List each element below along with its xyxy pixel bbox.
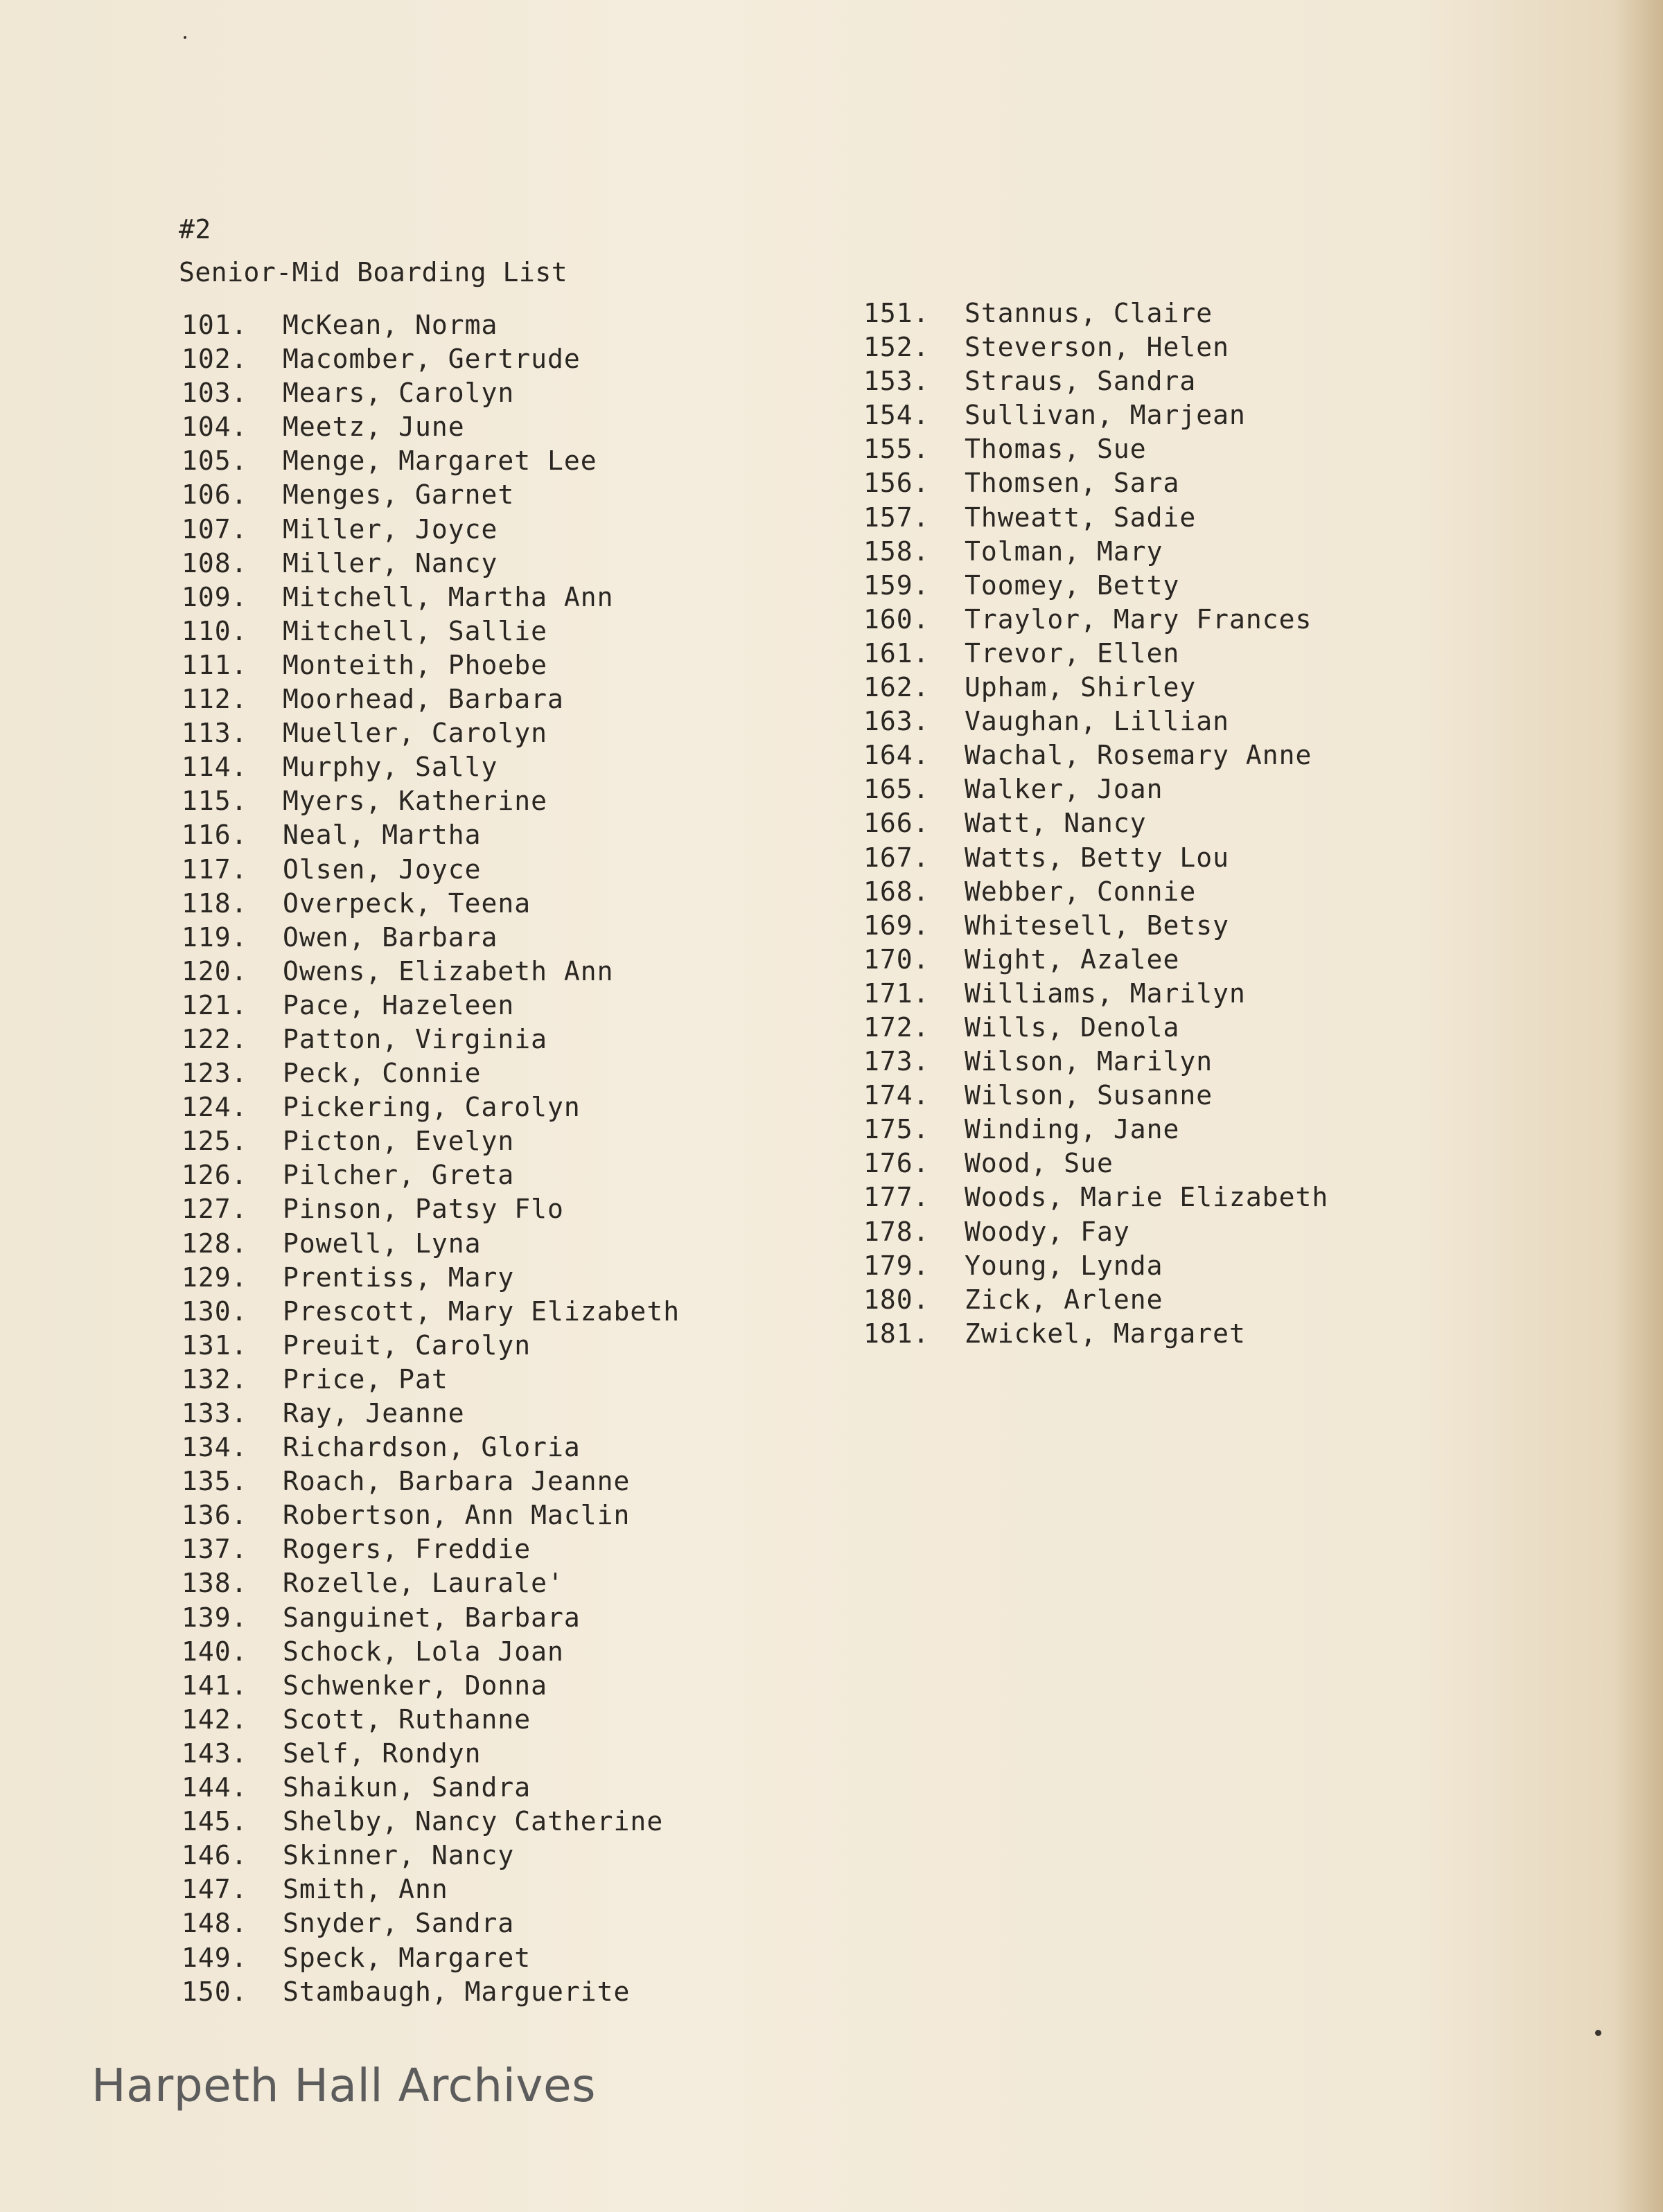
entry-number: 181. (863, 1318, 930, 1349)
list-item (863, 1249, 1328, 1283)
list-item (182, 716, 680, 750)
list-item (182, 853, 680, 887)
list-item (863, 364, 1328, 398)
entry-name: Stambaugh, Marguerite (283, 1976, 631, 2007)
entry-number: 107. (182, 513, 248, 545)
list-item (182, 308, 680, 342)
entry-number: 116. (182, 820, 248, 851)
entry-number: 120. (182, 955, 248, 986)
entry-name: Miller, Nancy (283, 547, 498, 578)
list-item (863, 738, 1328, 772)
entry-number: 159. (863, 569, 930, 601)
entry-number: 127. (182, 1194, 248, 1225)
page-marker: #2 (179, 214, 211, 245)
list-item (182, 750, 680, 784)
list-item (182, 1635, 680, 1669)
entry-name: Peck, Connie (283, 1058, 482, 1089)
entry-name: Neal, Martha (283, 820, 482, 851)
entry-name: Vaughan, Lillian (965, 706, 1230, 737)
entry-number: 104. (182, 412, 248, 443)
list-item (863, 1113, 1328, 1147)
entry-number: 150. (182, 1976, 248, 2007)
entry-number: 153. (863, 366, 930, 397)
entry-number: 144. (182, 1772, 248, 1803)
list-item (182, 1771, 680, 1805)
entry-name: Self, Rondyn (283, 1737, 482, 1769)
list-item (863, 432, 1328, 466)
entry-name: Smith, Ann (283, 1874, 448, 1905)
list-item (863, 909, 1328, 943)
entry-number: 113. (182, 718, 248, 749)
boarding-list-left-column (182, 308, 680, 2009)
entry-number: 176. (863, 1148, 930, 1179)
entry-number: 154. (863, 400, 930, 431)
list-item (863, 1011, 1328, 1045)
entry-number: 168. (863, 876, 930, 907)
list-item (863, 1317, 1328, 1351)
list-item (182, 1261, 680, 1295)
list-item (182, 1363, 680, 1397)
entry-number: 125. (182, 1126, 248, 1157)
entry-name: Moorhead, Barbara (283, 684, 564, 715)
entry-number: 131. (182, 1329, 248, 1361)
entry-number: 126. (182, 1160, 248, 1191)
boarding-list-right-column (863, 297, 1328, 1351)
entry-number: 138. (182, 1568, 248, 1599)
list-item (182, 648, 680, 682)
list-item (182, 1975, 680, 2009)
entry-number: 178. (863, 1216, 930, 1247)
entry-name: Watt, Nancy (965, 808, 1147, 839)
list-item (863, 297, 1328, 330)
entry-name: Roach, Barbara Jeanne (283, 1466, 631, 1497)
entry-name: Rogers, Freddie (283, 1534, 531, 1565)
entry-number: 145. (182, 1806, 248, 1837)
list-item (182, 1465, 680, 1498)
list-item (182, 818, 680, 852)
entry-number: 152. (863, 332, 930, 363)
list-item (182, 1498, 680, 1532)
entry-name: Olsen, Joyce (283, 853, 482, 885)
entry-name: Speck, Margaret (283, 1942, 531, 1973)
entry-name: Watts, Betty Lou (965, 842, 1230, 873)
list-item (863, 569, 1328, 603)
list-item (182, 478, 680, 512)
entry-name: Picton, Evelyn (283, 1126, 515, 1157)
list-item (182, 1295, 680, 1329)
entry-number: 101. (182, 310, 248, 340)
list-item (863, 637, 1328, 671)
entry-number: 160. (863, 603, 930, 635)
list-item (863, 943, 1328, 977)
list-item (182, 955, 680, 989)
entry-name: Sullivan, Marjean (965, 400, 1246, 431)
entry-name: Price, Pat (283, 1363, 448, 1395)
entry-number: 132. (182, 1363, 248, 1395)
entry-number: 133. (182, 1398, 248, 1428)
entry-name: Powell, Lyna (283, 1228, 482, 1259)
entry-number: 166. (863, 808, 930, 839)
list-item (182, 444, 680, 478)
list-item (182, 1906, 680, 1940)
entry-name: Myers, Katherine (283, 786, 548, 817)
entry-name: Robertson, Ann Maclin (283, 1500, 631, 1531)
entry-name: Wilson, Marilyn (965, 1046, 1213, 1077)
list-item (182, 1566, 680, 1600)
list-item (863, 466, 1328, 500)
list-item (863, 1147, 1328, 1180)
entry-name: Rozelle, Laurale' (283, 1568, 564, 1599)
entry-number: 179. (863, 1250, 930, 1281)
entry-name: Macomber, Gertrude (283, 344, 581, 375)
entry-number: 155. (863, 434, 930, 465)
entry-name: Pace, Hazeleen (283, 989, 515, 1020)
entry-name: Richardson, Gloria (283, 1432, 581, 1463)
list-item (863, 977, 1328, 1011)
list-item (182, 513, 680, 547)
entry-name: Webber, Connie (965, 876, 1197, 907)
entry-number: 169. (863, 910, 930, 941)
list-item (863, 772, 1328, 806)
list-item (182, 1090, 680, 1124)
entry-number: 161. (863, 637, 930, 669)
entry-number: 134. (182, 1432, 248, 1463)
list-item (182, 1703, 680, 1737)
list-item (182, 376, 680, 410)
list-item (182, 989, 680, 1023)
entry-name: Wills, Denola (965, 1011, 1180, 1043)
entry-name: Mitchell, Martha Ann (283, 581, 614, 612)
entry-name: Pickering, Carolyn (283, 1092, 581, 1123)
list-item (182, 1056, 680, 1090)
entry-number: 163. (863, 706, 930, 737)
entry-name: Scott, Ruthanne (283, 1704, 531, 1735)
entry-number: 123. (182, 1058, 248, 1089)
list-item (182, 581, 680, 614)
entry-name: Skinner, Nancy (283, 1840, 515, 1871)
entry-name: Mears, Carolyn (283, 378, 515, 409)
entry-number: 148. (182, 1908, 248, 1939)
document-header (179, 208, 567, 294)
entry-number: 141. (182, 1670, 248, 1701)
list-item (182, 1873, 680, 1906)
entry-name: Tolman, Mary (965, 536, 1163, 567)
entry-number: 139. (182, 1602, 248, 1633)
entry-number: 162. (863, 672, 930, 703)
list-item (182, 1431, 680, 1465)
paper-speck (184, 36, 186, 39)
entry-name: Schock, Lola Joan (283, 1636, 564, 1667)
list-item (182, 1397, 680, 1431)
list-item (863, 501, 1328, 535)
entry-number: 140. (182, 1636, 248, 1667)
entry-number: 109. (182, 581, 248, 612)
entry-number: 102. (182, 344, 248, 375)
entry-number: 149. (182, 1942, 248, 1973)
entry-name: Wight, Azalee (965, 944, 1180, 975)
entry-number: 112. (182, 684, 248, 715)
entry-number: 157. (863, 502, 930, 533)
entry-number: 174. (863, 1080, 930, 1111)
entry-number: 170. (863, 944, 930, 975)
entry-number: 119. (182, 921, 248, 953)
page-title: Senior-Mid Boarding List (179, 257, 568, 287)
entry-name: Menges, Garnet (283, 479, 515, 511)
list-item (182, 1158, 680, 1192)
entry-name: Wilson, Susanne (965, 1080, 1213, 1111)
entry-name: Toomey, Betty (965, 569, 1180, 601)
entry-name: Winding, Jane (965, 1114, 1180, 1145)
entry-number: 103. (182, 378, 248, 409)
entry-number: 172. (863, 1011, 930, 1043)
entry-name: Snyder, Sandra (283, 1908, 515, 1939)
entry-name: Young, Lynda (965, 1250, 1163, 1281)
list-item (182, 1124, 680, 1158)
entry-name: Wachal, Rosemary Anne (965, 740, 1312, 771)
list-item (863, 705, 1328, 738)
list-item (863, 1215, 1328, 1249)
entry-name: Owen, Barbara (283, 921, 498, 953)
list-item (182, 1601, 680, 1635)
entry-number: 143. (182, 1737, 248, 1769)
entry-number: 147. (182, 1874, 248, 1905)
entry-name: Meetz, June (283, 412, 465, 443)
list-item (863, 1045, 1328, 1079)
list-item (863, 535, 1328, 569)
list-item (863, 1180, 1328, 1214)
list-item (182, 1227, 680, 1261)
entry-name: Shelby, Nancy Catherine (283, 1806, 664, 1837)
list-item (863, 841, 1328, 875)
list-item (863, 806, 1328, 840)
entry-number: 137. (182, 1534, 248, 1565)
entry-name: Pinson, Patsy Flo (283, 1194, 564, 1225)
entry-name: Sanguinet, Barbara (283, 1602, 581, 1633)
entry-number: 115. (182, 786, 248, 817)
entry-name: Trevor, Ellen (965, 637, 1180, 669)
list-item (182, 1737, 680, 1771)
entry-number: 121. (182, 989, 248, 1020)
list-item (182, 921, 680, 955)
list-item (863, 398, 1328, 432)
entry-name: Murphy, Sally (283, 752, 498, 783)
entry-name: Prentiss, Mary (283, 1262, 515, 1293)
entry-number: 110. (182, 615, 248, 646)
list-item (182, 1192, 680, 1226)
list-item (182, 1329, 680, 1363)
list-item (863, 1283, 1328, 1317)
entry-number: 156. (863, 468, 930, 499)
list-item (863, 330, 1328, 364)
entry-name: Ray, Jeanne (283, 1398, 465, 1428)
entry-name: Zick, Arlene (965, 1284, 1163, 1315)
list-item (863, 875, 1328, 909)
entry-number: 118. (182, 887, 248, 919)
entry-number: 180. (863, 1284, 930, 1315)
entry-number: 135. (182, 1466, 248, 1497)
list-item (182, 342, 680, 376)
entry-name: Thweatt, Sadie (965, 502, 1197, 533)
entry-name: Zwickel, Margaret (965, 1318, 1246, 1349)
entry-name: Shaikun, Sandra (283, 1772, 531, 1803)
list-item (182, 1839, 680, 1873)
entry-number: 171. (863, 977, 930, 1009)
entry-name: Steverson, Helen (965, 332, 1230, 363)
entry-name: Upham, Shirley (965, 672, 1197, 703)
paper-speck (1595, 2030, 1601, 2036)
entry-name: Prescott, Mary Elizabeth (283, 1295, 680, 1327)
list-item (182, 1805, 680, 1839)
entry-name: Thomas, Sue (965, 434, 1147, 465)
entry-name: Mueller, Carolyn (283, 718, 548, 749)
list-item (182, 784, 680, 818)
list-item (182, 682, 680, 716)
entry-number: 117. (182, 853, 248, 885)
entry-number: 114. (182, 752, 248, 783)
entry-number: 108. (182, 547, 248, 578)
entry-number: 111. (182, 649, 248, 680)
list-item (182, 1023, 680, 1056)
list-item (182, 887, 680, 921)
list-item (182, 1669, 680, 1703)
entry-name: Williams, Marilyn (965, 977, 1246, 1009)
list-item (863, 603, 1328, 637)
archive-watermark: Harpeth Hall Archives (91, 2059, 596, 2112)
entry-number: 142. (182, 1704, 248, 1735)
entry-name: McKean, Norma (283, 310, 498, 340)
entry-number: 130. (182, 1295, 248, 1327)
entry-name: Menge, Margaret Lee (283, 445, 597, 477)
list-item (182, 410, 680, 444)
entry-number: 136. (182, 1500, 248, 1531)
entry-name: Owens, Elizabeth Ann (283, 955, 614, 986)
entry-number: 177. (863, 1182, 930, 1213)
entry-number: 175. (863, 1114, 930, 1145)
entry-number: 158. (863, 536, 930, 567)
list-item (182, 1941, 680, 1975)
entry-number: 129. (182, 1262, 248, 1293)
list-item (182, 547, 680, 581)
entry-name: Walker, Joan (965, 774, 1163, 805)
entry-number: 151. (863, 298, 930, 328)
entry-number: 124. (182, 1092, 248, 1123)
entry-name: Woody, Fay (965, 1216, 1130, 1247)
entry-number: 173. (863, 1046, 930, 1077)
list-item (182, 614, 680, 648)
list-item (182, 1532, 680, 1566)
list-item (863, 1079, 1328, 1113)
entry-number: 106. (182, 479, 248, 511)
entry-name: Schwenker, Donna (283, 1670, 548, 1701)
entry-name: Miller, Joyce (283, 513, 498, 545)
entry-number: 165. (863, 774, 930, 805)
entry-number: 164. (863, 740, 930, 771)
entry-name: Monteith, Phoebe (283, 649, 548, 680)
entry-name: Overpeck, Teena (283, 887, 531, 919)
entry-name: Mitchell, Sallie (283, 615, 548, 646)
entry-number: 167. (863, 842, 930, 873)
entry-number: 146. (182, 1840, 248, 1871)
entry-name: Stannus, Claire (965, 298, 1213, 328)
entry-name: Preuit, Carolyn (283, 1329, 531, 1361)
entry-number: 128. (182, 1228, 248, 1259)
entry-name: Traylor, Mary Frances (965, 603, 1312, 635)
entry-name: Wood, Sue (965, 1148, 1114, 1179)
entry-name: Patton, Virginia (283, 1023, 548, 1054)
entry-name: Woods, Marie Elizabeth (965, 1182, 1329, 1213)
entry-name: Thomsen, Sara (965, 468, 1180, 499)
entry-number: 122. (182, 1023, 248, 1054)
entry-name: Whitesell, Betsy (965, 910, 1230, 941)
entry-name: Straus, Sandra (965, 366, 1197, 397)
list-item (863, 671, 1328, 705)
entry-number: 105. (182, 445, 248, 477)
entry-name: Pilcher, Greta (283, 1160, 515, 1191)
